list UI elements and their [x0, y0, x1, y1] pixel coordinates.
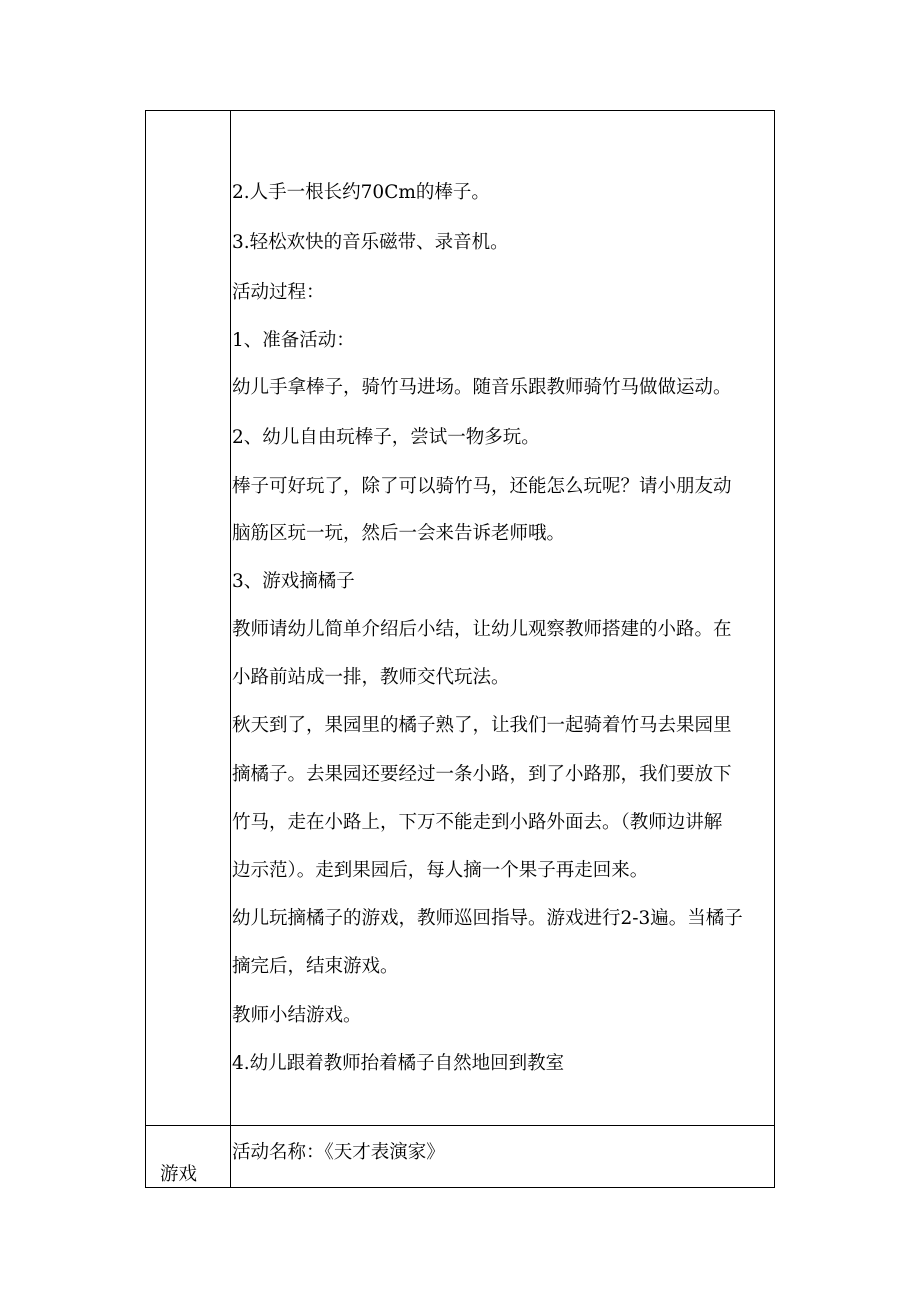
content-line: 竹马，走在小路上，下万不能走到小路外面去。（教师边讲解 — [232, 812, 723, 833]
content-line: 教师小结游戏。 — [232, 1005, 362, 1026]
content-line: 秋天到了，果园里的橘子熟了，让我们一起骑着竹马去果园里 — [232, 715, 732, 736]
content-line: 边示范）。走到果园后，每人摘一个果子再走回来。 — [232, 860, 649, 881]
content-line: 教师请幼儿简单介绍后小结，让幼儿观察教师搭建的小路。在 — [232, 619, 732, 640]
content-line: 棒子可好玩了，除了可以骑竹马，还能怎么玩呢？请小朋友动 — [232, 476, 732, 497]
content-line: 脑筋区玩一玩，然后一会来告诉老师哦。 — [232, 523, 566, 544]
content-line: 2、幼儿自由玩棒子，尝试一物多玩。 — [232, 427, 540, 448]
content-line: 3.轻松欢快的音乐磁带、录音机。 — [232, 232, 509, 253]
lesson-table — [145, 110, 775, 1188]
column-divider — [230, 111, 231, 1187]
content-line: 摘完后，结束游戏。 — [232, 956, 399, 977]
content-line: 3、游戏摘橘子 — [232, 571, 355, 592]
row-label-game: 游戏 — [160, 1164, 198, 1185]
content-line: 4.幼儿跟着教师抬着橘子自然地回到教室 — [232, 1053, 565, 1074]
content-line: 活动过程： — [232, 282, 325, 303]
activity-name: 活动名称：《天才表演家》 — [232, 1142, 445, 1163]
row-divider — [146, 1125, 774, 1126]
content-line: 小路前站成一排，教师交代玩法。 — [232, 667, 510, 688]
content-line: 幼儿手拿棒子，骑竹马进场。随音乐跟教师骑竹马做做运动。 — [232, 377, 732, 398]
content-line: 幼儿玩摘橘子的游戏，教师巡回指导。游戏进行2-3遍。当橘子 — [232, 908, 743, 929]
content-line: 2.人手一根长约70Cm的棒子。 — [232, 182, 490, 203]
content-line: 摘橘子。去果园还要经过一条小路，到了小路那，我们要放下 — [232, 764, 732, 785]
content-line: 1、准备活动： — [232, 330, 355, 351]
